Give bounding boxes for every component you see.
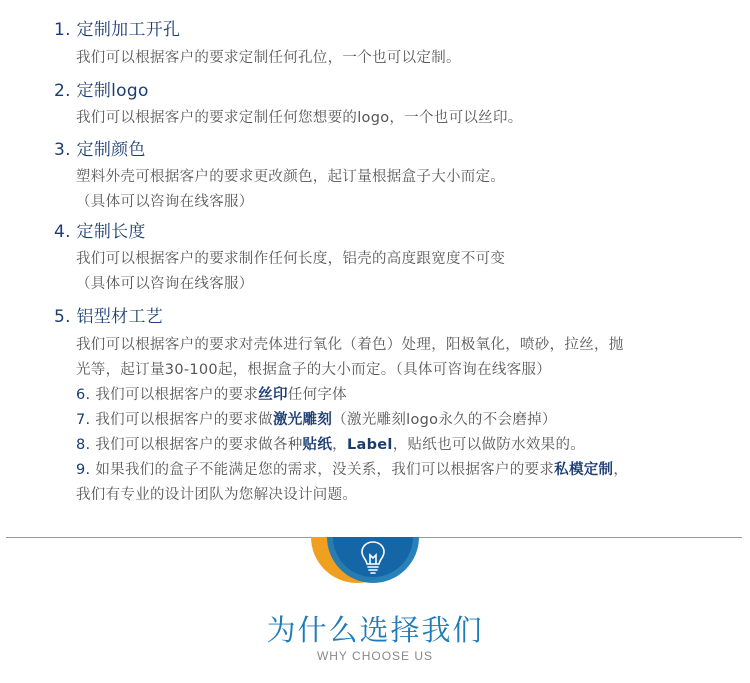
text-custom-holes: 我们可以根据客户的要求定制任何孔位，一个也可以定制。	[76, 50, 461, 66]
text-custom-color: 塑料外壳可根据客户的要求更改颜色，起订量根据盒子大小而定。	[76, 169, 506, 185]
text-custom-color-note: （具体可以咨询在线客服）	[76, 194, 254, 210]
heading-custom-holes: 1. 定制加工开孔	[54, 20, 181, 40]
text-aluminum-process-2: 光等，起订量30-100起，根据盒子的大小而定。（具体可咨询在线客服）	[76, 362, 552, 378]
highlight: 激光雕刻	[272, 412, 333, 428]
item-stickers: 8. 我们可以根据客户的要求做各种贴纸，Label，贴纸也可以做防水效果的。	[76, 437, 586, 453]
heading-custom-color: 3. 定制颜色	[54, 140, 146, 160]
item-private-mold-2: 我们有专业的设计团队为您解决设计问题。	[76, 487, 358, 503]
heading-aluminum-process: 5. 铝型材工艺	[54, 307, 164, 327]
highlight: 私模定制	[554, 462, 614, 478]
item-number: 8.	[76, 437, 91, 453]
why-choose-us-subtitle: WHY CHOOSE US	[316, 649, 434, 663]
highlight: Label	[346, 437, 393, 453]
item-number: 7.	[76, 412, 91, 428]
highlight: 贴纸	[302, 437, 333, 453]
heading-custom-logo: 2. 定制logo	[54, 81, 149, 101]
item-private-mold: 9. 如果我们的盒子不能满足您的需求，没关系，我们可以根据客户的要求私模定制，	[76, 462, 629, 478]
text-custom-length: 我们可以根据客户的要求制作任何长度，铝壳的高度跟宽度不可变	[76, 251, 506, 267]
item-number: 9.	[76, 462, 91, 478]
lightbulb-badge	[305, 537, 445, 597]
text-aluminum-process: 我们可以根据客户的要求对壳体进行氧化（着色）处理，阳极氧化，喷砂，拉丝，抛	[76, 337, 624, 353]
text-custom-length-note: （具体可以咨询在线客服）	[76, 276, 254, 292]
item-number: 6.	[76, 387, 91, 403]
item-laser-engrave: 7. 我们可以根据客户的要求做激光雕刻（激光雕刻logo永久的不会磨掉）	[76, 412, 557, 428]
text-custom-logo: 我们可以根据客户的要求定制任何您想要的logo，一个也可以丝印。	[76, 110, 523, 126]
heading-custom-length: 4. 定制长度	[54, 222, 146, 242]
item-silk-print: 6. 我们可以根据客户的要求丝印任何字体	[76, 387, 347, 403]
why-choose-us-title: 为什么选择我们	[266, 613, 484, 647]
highlight: 丝印	[258, 387, 288, 403]
